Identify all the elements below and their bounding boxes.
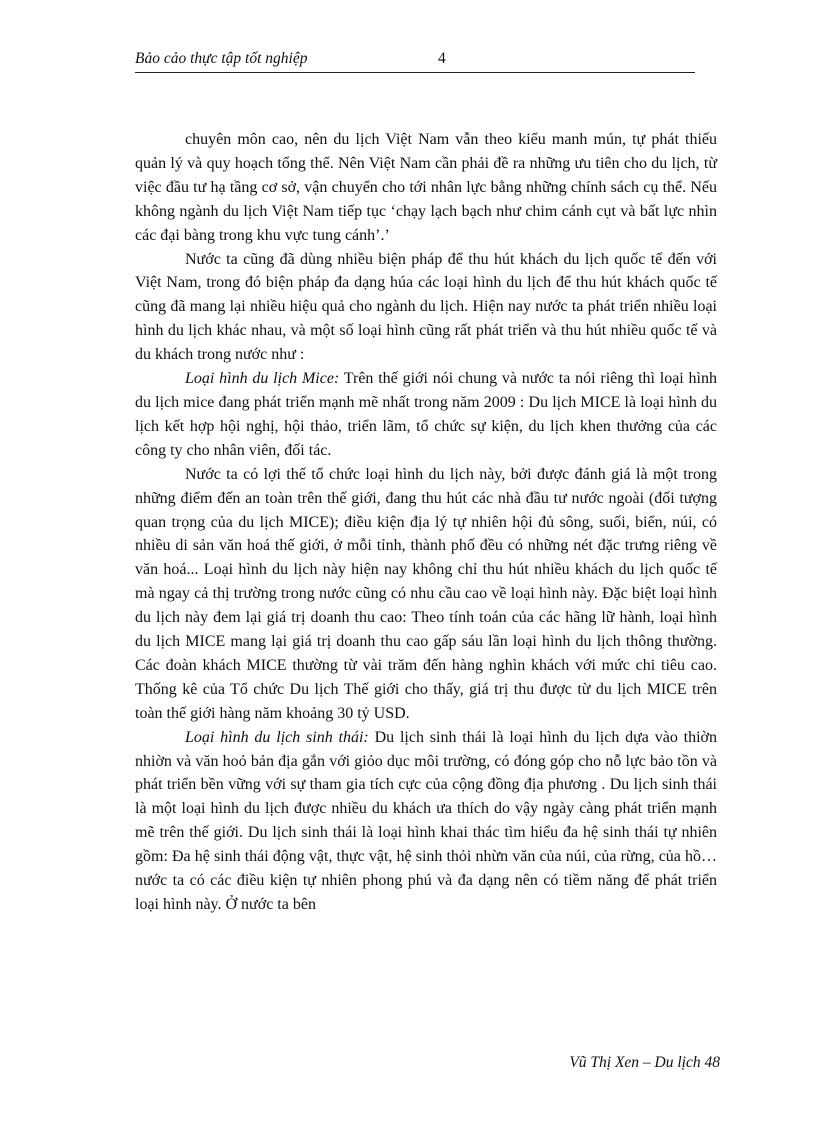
paragraph <box>135 726 717 917</box>
page-footer: Vũ Thị Xen – Du lịch 48 <box>569 1054 720 1071</box>
paragraph-text: Trên thế giới nói chung và nước ta nói riêng thì loại hình du lịch mice đang phát triển mạnh mẽ nhất trong năm 2009 : Du lịch MICE là loại hình du lịch kết hợp hội nghị, hội thảo, triển lãm, tổ chức sự kiện, du lịch khen thưởng của các công ty cho nhân viên, đối tác. <box>135 370 717 459</box>
paragraph-lead: Loại hình du lịch Mice: <box>185 370 340 388</box>
paragraph <box>135 463 717 726</box>
paragraph <box>135 367 717 463</box>
paragraph-text: Du lịch sinh thái là loại hình du lịch dựa vào thiờn nhiờn và văn hoỏ bản địa gắn với giỏo dục môi trường, có đóng góp cho nỗ lực bảo tồn và phát triển bền vững với sự tham gia tích cực của cộng đồng địa phương . Du lịch sinh thái là một loại hình du lịch được nhiều du khách ưa thích do vậy ngày càng phát triển mạnh mẽ trên thế giới. Du lịch sinh thái là loại hình khai thác tìm hiểu đa hệ sinh thái tự nhiên gồm: Đa hệ sinh thái động vật, thực vật, hệ sinh thỏi nhừn văn của núi, của rừng, của hồ… nước ta có các điều kiện tự nhiên phong phú và đa dạng nên có tiềm năng để phát triển loại hình này. Ở nước ta bên <box>135 728 717 913</box>
document-body <box>135 128 717 917</box>
paragraph <box>135 248 717 368</box>
paragraph-lead: Loại hình du lịch sinh thái: <box>185 728 369 746</box>
paragraph-text: chuyên môn cao, nên du lịch Việt Nam vẫn theo kiểu manh mún, tự phát thiếu quản lý và quy hoạch tổng thể. Nên Việt Nam cần phải đề ra những ưu tiên cho du lịch, từ việc đầu tư hạ tầng cơ sở, vận chuyển cho tới nhân lực bằng những chính sách cụ thể. Nếu không ngành du lịch Việt Nam tiếp tục ‘chạy lạch bạch như chim cánh cụt và bất lực nhìn các đại bàng trong khu vực tung cánh’.’ <box>135 131 717 244</box>
paragraph-text: Nước ta có lợi thế tổ chức loại hình du lịch này, bởi được đánh giá là một trong những điểm đến an toàn trên thế giới, đang thu hút các nhà đầu tư nước ngoài (đối tượng quan trọng của du lịch MICE); điều kiện địa lý tự nhiên hội đủ sông, suối, biển, núi, có nhiều di sản văn hoá thế giới, ở mỗi tỉnh, thành phố đều có những nét đặc trưng riêng về văn hoá... Loại hình du lịch này hiện nay không chỉ thu hút nhiều khách du lịch quốc tế mà ngay cả thị trường trong nước cũng có nhu cầu cao về loại hình này. Đặc biệt loại hình du lịch này đem lại giá trị doanh thu cao: Theo tính toán của các hãng lữ hành, loại hình du lịch MICE mang lại giá trị doanh thu cao gấp sáu lần loại hình du lịch thông thường. Các đoàn khách MICE thường từ vài trăm đến hàng nghìn khách với mức chi tiêu cao. Thống kê của Tổ chức Du lịch Thế giới cho thấy, giá trị thu được từ du lịch MICE trên toàn thế giới hàng năm khoảng 30 tỷ USD. <box>135 465 717 722</box>
page-header <box>135 48 695 73</box>
paragraph-text: Nước ta cũng đã dùng nhiều biện pháp để thu hút khách du lịch quốc tế đến với Việt Nam, trong đó biện pháp đa dạng húa các loại hình du lịch để thu hút khách quốc tế cũng đã mang lại nhiều hiệu quả cho ngành du lịch. Hiện nay nước ta phát triển nhiều loại hình du lịch khác nhau, và một số loại hình cũng rất phát triển và thu hút nhiều quốc tế và du khách trong nước như : <box>135 250 717 364</box>
page-number: 4 <box>438 50 446 67</box>
paragraph <box>135 128 717 248</box>
header-title: Bảo cảo thực tập tốt nghiệp <box>135 50 308 67</box>
